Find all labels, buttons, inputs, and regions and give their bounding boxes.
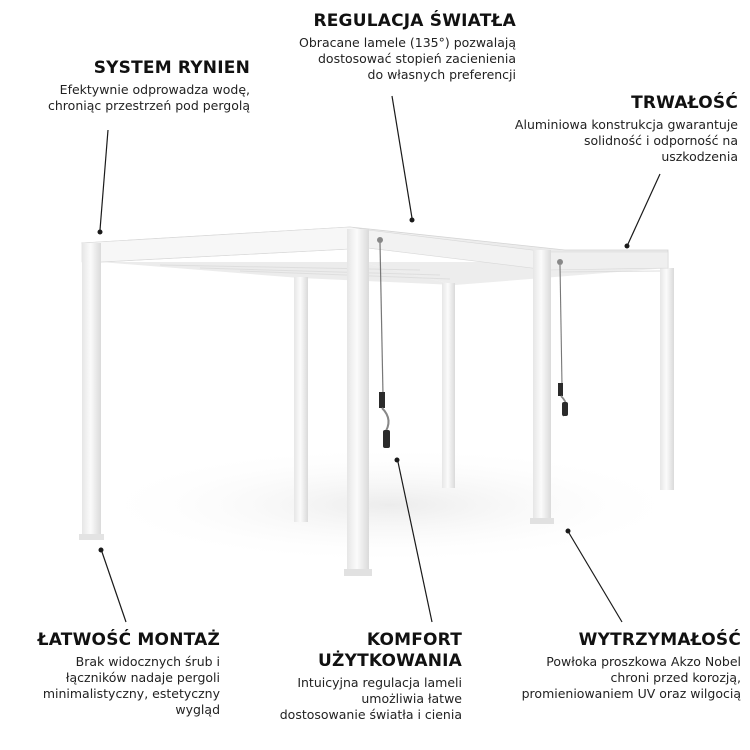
desc-line: Aluminiowa konstrukcja gwarantuje	[514, 117, 738, 132]
leader-trwalosc	[628, 174, 660, 244]
leader-rynny	[100, 130, 108, 230]
desc-line: dostosowanie światła i cienia	[279, 707, 462, 722]
leader-regulacja	[392, 96, 412, 218]
desc-line: Powłoka proszkowa Akzo Nobel	[546, 654, 741, 669]
leader-komfort-dot	[395, 458, 400, 463]
leader-komfort	[398, 462, 432, 622]
desc-line: Brak widocznych śrub i	[75, 654, 220, 669]
feature-trwalosc	[470, 93, 738, 165]
desc-line: do własnych preferencji	[367, 67, 516, 82]
feature-montaz	[8, 630, 220, 718]
leader-wytrzymalosc-dot	[566, 529, 571, 534]
desc-line: wygląd	[175, 702, 220, 717]
feature-regulacja-desc	[270, 35, 516, 83]
desc-line: chroniąc przestrzeń pod pergolą	[48, 98, 250, 113]
desc-line: łączników nadaje pergoli	[65, 670, 220, 685]
feature-wytrzymalosc-title: WYTRZYMAŁOŚĆ	[578, 630, 741, 650]
leader-rynny-dot	[98, 230, 103, 235]
feature-trwalosc-title: TRWAŁOŚĆ	[631, 93, 738, 113]
feature-wytrzymalosc	[485, 630, 741, 702]
leader-montaz	[102, 552, 126, 622]
feature-trwalosc-desc	[470, 117, 738, 165]
feature-regulacja	[270, 11, 516, 83]
desc-line: uszkodzenia	[661, 149, 738, 164]
desc-line: umożliwia łatwe	[361, 691, 462, 706]
feature-rynny-desc	[10, 82, 250, 114]
desc-line: promieniowaniem UV oraz wilgocią	[521, 686, 741, 701]
feature-komfort	[240, 630, 462, 723]
title-line: UŻYTKOWANIA	[318, 651, 462, 671]
feature-komfort-desc	[240, 675, 462, 723]
desc-line: Efektywnie odprowadza wodę,	[59, 82, 250, 97]
leader-montaz-dot	[99, 548, 104, 553]
desc-line: Intuicyjna regulacja lameli	[297, 675, 462, 690]
title-line: KOMFORT	[366, 630, 462, 650]
desc-line: chroni przed korozją,	[610, 670, 741, 685]
leader-regulacja-dot	[410, 218, 415, 223]
feature-komfort-title	[240, 630, 462, 672]
feature-montaz-desc	[8, 654, 220, 718]
feature-wytrzymalosc-desc	[485, 654, 741, 702]
leader-wytrzymalosc	[569, 533, 622, 622]
feature-rynny	[10, 58, 250, 114]
feature-regulacja-title: REGULACJA ŚWIATŁA	[313, 11, 516, 31]
feature-montaz-title: ŁATWOŚĆ MONTAŻ	[37, 630, 220, 650]
desc-line: solidność i odporność na	[583, 133, 738, 148]
desc-line: Obracane lamele (135°) pozwalają	[299, 35, 516, 50]
feature-rynny-title: SYSTEM RYNIEN	[93, 58, 250, 78]
desc-line: dostosować stopień zacienienia	[318, 51, 516, 66]
leader-trwalosc-dot	[625, 244, 630, 249]
desc-line: minimalistyczny, estetyczny	[42, 686, 220, 701]
